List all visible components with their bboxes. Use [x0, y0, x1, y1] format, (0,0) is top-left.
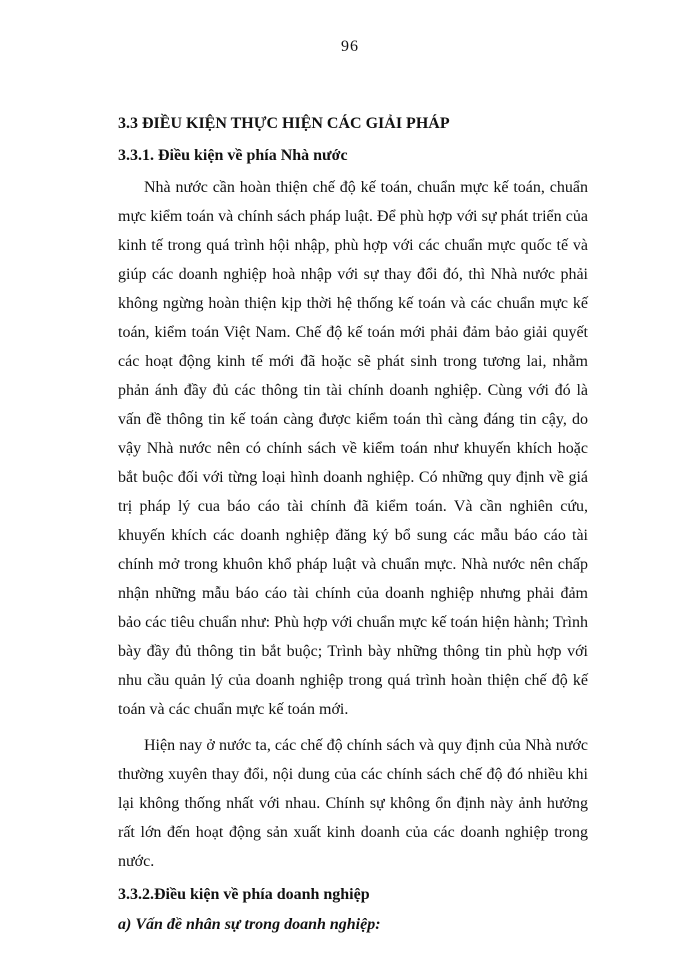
- section-heading: 3.3 ĐIỀU KIỆN THỰC HIỆN CÁC GIẢI PHÁP: [118, 115, 450, 132]
- page-body: [118, 112, 588, 937]
- subsubsection-heading-personnel: a) Vấn đề nhân sự trong doanh nghiệp:: [118, 916, 381, 933]
- subsection-heading-enterprise: 3.3.2.Điều kiện về phía doanh nghiệp: [118, 886, 370, 903]
- paragraph-state-conditions: Nhà nước cần hoàn thiện chế độ kế toán, chuẩn mực kế toán, chuẩn mực kiểm toán và chính sách pháp luật. Để phù hợp với sự phát triển của kinh tế trong quá trình hội nhập, phù hợp với các chuẩn mực quốc tế và giúp các doanh nghiệp hoà nhập với sự thay đổi đó, thì Nhà nước phải không ngừng hoàn thiện kịp thời hệ thống kế toán và các chuẩn mực kế toán, kiểm toán Việt Nam. Chế độ kế toán mới phải đảm bảo giải quyết các hoạt động kinh tế mới đã hoặc sẽ phát sinh trong tương lai, nhằm phản ánh đầy đủ các thông tin tài chính doanh nghiệp. Cùng với đó là vấn đề thông tin kế toán càng được kiểm toán thì càng đáng tin cậy, do vậy Nhà nước nên có chính sách về kiểm toán như khuyến khích hoặc bắt buộc đối với từng loại hình doanh nghiệp. Có những quy định về giá trị pháp lý cua báo cáo tài chính đã kiểm toán. Và cần nghiên cứu, khuyến khích các doanh nghiệp đăng ký bổ sung các mẫu báo cáo tài chính mở trong khuôn khổ pháp luật và chuẩn mực. Nhà nước nên chấp nhận những mẫu báo cáo tài chính của doanh nghiệp nhưng phải đảm bảo các tiêu chuẩn như: Phù hợp với chuẩn mực kế toán hiện hành; Trình bày đầy đủ thông tin bắt buộc; Trình bày những thông tin phù hợp với nhu cầu quản lý của doanh nghiệp trong quá trình hoàn thiện chế độ kế toán và các chuẩn mực kế toán mới.: [118, 179, 588, 718]
- page-number: 96: [341, 38, 359, 55]
- paragraph-policy-instability: Hiện nay ở nước ta, các chế độ chính sách và quy định của Nhà nước thường xuyên thay đổi, nội dung của các chính sách chế độ đó nhiều khi lại không thống nhất với nhau. Chính sự không ổn định này ảnh hưởng rất lớn đến hoạt động sản xuất kinh doanh của các doanh nghiệp trong nước.: [118, 737, 588, 870]
- subsection-heading-state: 3.3.1. Điều kiện về phía Nhà nước: [118, 147, 348, 164]
